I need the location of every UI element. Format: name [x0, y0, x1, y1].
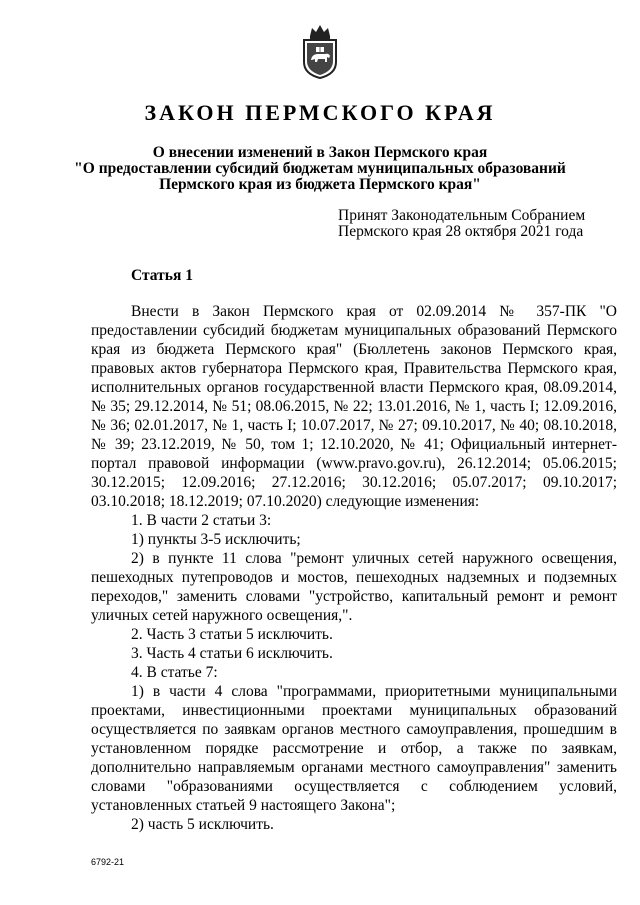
paragraph: 1) в части 4 слова "программами, приоритетными муниципальными проектами, инвестиционными проектами муниципальных образований осуществляется по заявкам органов местного самоуправления, прошедшим в установленном порядке рассмотрение и отбор, а также по заявкам, дополнительно направляемым органами местного самоуправления" заменить словами "образованиями осуществляется с соблюдением условий, установленных статьей 9 настоящего Закона";: [91, 683, 617, 814]
subtitle-line: Пермского края из бюджета Пермского края": [159, 176, 481, 193]
paragraph-intro: Внести в Закон Пермского края от 02.09.2014 № 357-ПК "О предоставлении субсидий бюджетам муниципальных образований Пермского края из бюджета Пермского края" (Бюллетень законов Пермского края, правовых актов губернатора Пермского края, Правительства Пермского края, исполнительных органов государственной власти Пермского края, 08.09.2014, № 35; 29.12.2014, № 51; 08.06.2015, № 22; 13.01.2016, № 1, часть I; 12.09.2016, № 36; 02.01.2017, № 1, часть I; 10.07.2017, № 27; 09.10.2017, № 40; 08.10.2018, № 39; 23.12.2019, № 50, том 1; 12.10.2020, № 41; Официальный интернет-портал правовой информации (www.pravo.gov.ru), 26.12.2014; 05.06.2015; 30.12.2015; 12.09.2016; 27.12.2016; 30.12.2016; 05.07.2017; 09.10.2017; 03.10.2018; 18.12.2019; 07.10.2020) следующие изменения:: [91, 303, 617, 510]
paragraph: 2) в пункте 11 слова "ремонт уличных сетей наружного освещения, пешеходных путепроводов и мостов, пешеходных надземных и подземных переходов," заменить словами "устройство, капитальный ремонт и ремонт уличных сетей наружного освещения,".: [91, 550, 617, 624]
article-body: [91, 302, 617, 834]
adoption-note: [338, 208, 585, 240]
paragraph: 1) пункты 3-5 исключить;: [131, 531, 301, 548]
paragraph: 3. Часть 4 статьи 6 исключить.: [131, 645, 333, 662]
adoption-line: Пермского края 28 октября 2021 года: [338, 223, 584, 240]
subtitle-line: О внесении изменений в Закон Пермского края: [152, 144, 488, 161]
law-title: ЗАКОН ПЕРМСКОГО КРАЯ: [144, 100, 496, 125]
adoption-line: Принят Законодательным Собранием: [338, 207, 586, 224]
paragraph: 4. В статье 7:: [131, 664, 218, 681]
coat-of-arms-icon: [298, 22, 342, 80]
law-subtitle: [60, 145, 580, 193]
paragraph: 1. В части 2 статьи 3:: [131, 512, 272, 529]
subtitle-line: "О предоставлении субсидий бюджетам муниципальных образований: [74, 160, 566, 177]
document-code: 6792-21: [91, 857, 125, 867]
paragraph: 2) часть 5 исключить.: [131, 816, 274, 833]
paragraph: 2. Часть 3 статьи 5 исключить.: [131, 626, 333, 643]
article-heading: Статья 1: [131, 267, 193, 284]
